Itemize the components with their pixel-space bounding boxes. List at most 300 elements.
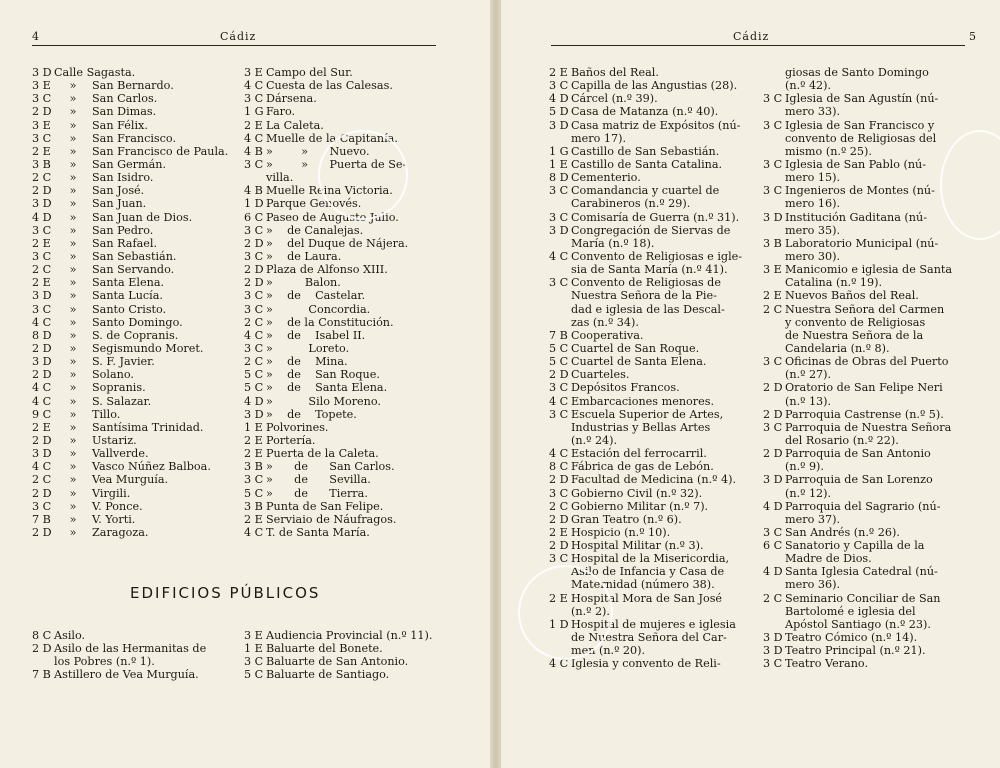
street-name: V. Ponce. xyxy=(92,499,143,513)
street-name: S. de Copranis. xyxy=(92,328,179,342)
entry-text: Convento de Religiosas de xyxy=(571,276,721,290)
grid-reference: 3 B xyxy=(32,157,51,171)
entry-text: Cuartel de San Roque. xyxy=(571,341,700,355)
grid-reference: 3 C xyxy=(763,525,783,539)
entry-text: (n.º 12). xyxy=(785,486,832,500)
entry-text: Asilo de Infancia y Casa de xyxy=(571,565,725,579)
entry-text: Fábrica de gas de Lebón. xyxy=(571,460,714,474)
grid-reference: 2 C xyxy=(763,591,783,605)
grid-reference: 3 D xyxy=(244,407,264,421)
street-name: San Carlos. xyxy=(92,92,158,106)
building-entry xyxy=(549,329,761,342)
ditto-mark: » xyxy=(69,355,77,369)
ditto-mark: » xyxy=(69,368,77,382)
grid-reference: 2 C xyxy=(32,263,52,277)
entry-text: Iglesia de San Francisco y xyxy=(785,118,935,132)
building-entry xyxy=(549,92,761,105)
grid-reference: 7 B xyxy=(32,668,51,682)
street-entry xyxy=(32,263,242,276)
grid-reference: 2 C xyxy=(244,355,264,369)
grid-reference: 2 D xyxy=(244,263,264,277)
street-name: San Francisco. xyxy=(92,131,177,145)
entry-text: Nuestra Señora de la Pie- xyxy=(571,289,717,303)
street-name: San Félix. xyxy=(92,118,148,132)
entry-text: del Rosario (n.º 22). xyxy=(785,433,899,447)
street-name: Tillo. xyxy=(92,407,121,421)
left-running-title: Cádiz xyxy=(220,30,257,43)
grid-reference: 2 D xyxy=(763,447,783,461)
building-entry xyxy=(763,381,973,394)
entry-text: T. de Santa María. xyxy=(266,525,370,539)
street-name: Vea Murguía. xyxy=(92,473,169,487)
entry-text: los Pobres (n.º 1). xyxy=(54,655,155,669)
building-entry xyxy=(549,552,761,565)
section-title: EDIFICIOS PÚBLICOS xyxy=(130,584,321,602)
place-entry xyxy=(244,447,444,460)
grid-reference: 2 D xyxy=(549,539,569,553)
grid-reference: 2 E xyxy=(244,447,263,461)
grid-reference: 2 D xyxy=(32,105,52,119)
ditto-mark: » xyxy=(69,525,77,539)
grid-reference: 3 C xyxy=(763,184,783,198)
building-entry xyxy=(763,657,973,670)
ditto-mark: » xyxy=(69,473,77,487)
building-entry xyxy=(763,539,973,552)
grid-reference: 3 C xyxy=(32,223,52,237)
building-entry xyxy=(763,197,973,210)
entry-text: mismo (n.º 25). xyxy=(785,144,872,158)
entry-text: » Balon. xyxy=(266,276,341,290)
entry-text: Estación del ferrocarril. xyxy=(571,447,707,461)
building-entry xyxy=(763,158,973,171)
entry-text: Sanatorio y Capilla de la xyxy=(785,539,925,553)
entry-text: Carabineros (n.º 29). xyxy=(571,197,691,211)
building-entry xyxy=(549,395,761,408)
grid-reference: 4 B xyxy=(244,184,263,198)
street-entry xyxy=(32,316,242,329)
entry-text: Oficinas de Obras del Puerto xyxy=(785,355,949,369)
building-entry xyxy=(763,171,973,184)
building-entry xyxy=(763,395,973,408)
entry-text: giosas de Santo Domingo xyxy=(785,66,929,79)
entry-text: Serviaio de Náufragos. xyxy=(266,512,397,526)
building-entry xyxy=(763,79,973,92)
building-entry xyxy=(763,434,973,447)
entry-text: Portería. xyxy=(266,433,316,447)
entry-text: Polvorines. xyxy=(266,420,329,434)
place-entry xyxy=(244,119,444,132)
building-entry xyxy=(763,578,973,591)
place-entry xyxy=(244,171,444,184)
grid-reference: 3 C xyxy=(32,249,52,263)
entry-text: San Andrés (n.º 26). xyxy=(785,525,900,539)
street-name: San Francisco de Paula. xyxy=(92,144,229,158)
entry-text: » Concordia. xyxy=(266,302,371,316)
building-entry xyxy=(549,421,761,434)
grid-reference: 3 D xyxy=(763,473,783,487)
grid-reference: 4 D xyxy=(763,565,783,579)
grid-reference: 2 D xyxy=(763,381,783,395)
place-entry xyxy=(244,66,444,79)
building-entry xyxy=(32,668,240,681)
ditto-mark: » xyxy=(69,79,77,93)
building-entry xyxy=(763,329,973,342)
street-name: San Bernardo. xyxy=(92,79,174,93)
grid-reference: 2 C xyxy=(32,171,52,185)
building-entry xyxy=(763,565,973,578)
place-entry xyxy=(244,211,444,224)
entry-text: Casa de Matanza (n.º 40). xyxy=(571,105,719,119)
building-entry xyxy=(763,105,973,118)
grid-reference: 1 G xyxy=(244,105,264,119)
entry-text: Industrias y Bellas Artes xyxy=(571,420,711,434)
building-entry xyxy=(549,342,761,355)
entry-text: Hospital de mujeres e iglesia xyxy=(571,617,736,631)
street-entry xyxy=(32,526,242,539)
entry-text: Cuesta de las Calesas. xyxy=(266,79,393,93)
grid-reference: 2 D xyxy=(32,642,52,656)
entry-text: Escuela Superior de Artes, xyxy=(571,407,724,421)
street-name: Solano. xyxy=(92,368,134,382)
grid-reference: 4 C xyxy=(549,394,569,408)
building-entry xyxy=(763,119,973,132)
grid-reference: 4 D xyxy=(549,92,569,106)
street-entry xyxy=(32,408,242,421)
place-entry xyxy=(244,342,444,355)
street-entry xyxy=(32,289,242,302)
entry-text: Hospital Militar (n.º 3). xyxy=(571,539,704,553)
ditto-mark: » xyxy=(69,131,77,145)
grid-reference: 2 D xyxy=(32,433,52,447)
ditto-mark: » xyxy=(69,105,77,119)
place-entry xyxy=(244,487,444,500)
grid-reference: 1 E xyxy=(549,157,568,171)
place-entry xyxy=(244,329,444,342)
grid-reference: 3 D xyxy=(32,355,52,369)
building-entry xyxy=(549,355,761,368)
grid-reference: 4 C xyxy=(549,657,569,671)
entry-text: Parroquia de San Lorenzo xyxy=(785,473,933,487)
grid-reference: 3 C xyxy=(244,157,264,171)
building-entry xyxy=(549,657,761,670)
building-entry xyxy=(763,145,973,158)
building-entry xyxy=(549,197,761,210)
building-entry xyxy=(763,184,973,197)
street-name: Sopranis. xyxy=(92,381,146,395)
place-entry xyxy=(244,197,444,210)
grid-reference: 5 C xyxy=(549,355,569,369)
grid-reference: 3 C xyxy=(244,249,264,263)
grid-reference: 3 C xyxy=(549,79,569,93)
grid-reference: 5 C xyxy=(244,668,264,682)
entry-text: Baluarte de Santiago. xyxy=(266,668,390,682)
entry-text: Gran Teatro (n.º 6). xyxy=(571,512,682,526)
building-entry xyxy=(244,629,454,642)
building-entry xyxy=(32,655,240,668)
streets-column-2 xyxy=(244,66,444,539)
entry-text: Comandancia y cuartel de xyxy=(571,184,720,198)
building-entry xyxy=(244,668,454,681)
building-entry xyxy=(763,644,973,657)
grid-reference: 2 D xyxy=(549,368,569,382)
left-page xyxy=(0,0,492,768)
entry-text: Casa matriz de Expósitos (nú- xyxy=(571,118,741,132)
entry-text: » de Tierra. xyxy=(266,486,368,500)
ditto-mark: » xyxy=(69,447,77,461)
street-entry xyxy=(32,368,242,381)
grid-reference: 3 C xyxy=(244,341,264,355)
entry-text: Madre de Dios. xyxy=(785,552,872,566)
place-entry xyxy=(244,132,444,145)
entry-text: (n.º 9). xyxy=(785,460,824,474)
ditto-mark: » xyxy=(69,394,77,408)
place-entry xyxy=(244,395,444,408)
entry-text: Astillero de Vea Murguía. xyxy=(54,668,199,682)
place-entry xyxy=(244,381,444,394)
building-entry xyxy=(549,79,761,92)
street-name: Santo Cristo. xyxy=(92,302,167,316)
street-name: V. Yorti. xyxy=(92,512,136,526)
entry-text: mero 36). xyxy=(785,578,841,592)
entry-text: Cooperativa. xyxy=(571,328,644,342)
entry-text: Comisaría de Guerra (n.º 31). xyxy=(571,210,740,224)
grid-reference: 2 D xyxy=(32,525,52,539)
grid-reference: 3 C xyxy=(244,655,264,669)
building-entry xyxy=(549,119,761,132)
grid-reference: 3 C xyxy=(763,118,783,132)
street-entry xyxy=(32,421,242,434)
street-name: San Juan. xyxy=(92,197,147,211)
grid-reference: 2 D xyxy=(244,276,264,290)
street-name: Vasco Núñez Balboa. xyxy=(92,460,211,474)
entry-text: María (n.º 18). xyxy=(571,236,655,250)
building-entry xyxy=(549,631,761,644)
grid-reference: 3 C xyxy=(549,552,569,566)
entry-text: Facultad de Medicina (n.º 4). xyxy=(571,473,737,487)
grid-reference: 3 E xyxy=(32,79,51,93)
place-entry xyxy=(244,145,444,158)
street-entry xyxy=(32,119,242,132)
left-page-header xyxy=(32,30,436,46)
grid-reference: 4 C xyxy=(32,460,52,474)
grid-reference: 4 D xyxy=(244,394,264,408)
grid-reference: 2 E xyxy=(549,525,568,539)
entry-text: Nuevos Baños del Real. xyxy=(785,289,919,303)
building-entry xyxy=(549,66,761,79)
building-entry xyxy=(549,263,761,276)
place-entry xyxy=(244,105,444,118)
building-entry xyxy=(32,642,240,655)
grid-reference: 7 B xyxy=(549,328,568,342)
entry-text: Faro. xyxy=(266,105,296,119)
grid-reference: 4 C xyxy=(549,447,569,461)
building-entry xyxy=(549,289,761,302)
building-entry xyxy=(549,605,761,618)
grid-reference: 3 D xyxy=(32,447,52,461)
grid-reference: 3 C xyxy=(549,210,569,224)
building-entry xyxy=(763,526,973,539)
entry-text: Teatro Cómico (n.º 14). xyxy=(785,631,918,645)
building-entry xyxy=(763,237,973,250)
grid-reference: 3 D xyxy=(763,644,783,658)
grid-reference: 2 E xyxy=(244,512,263,526)
entry-text: mero 37). xyxy=(785,512,841,526)
entry-text: Maternidad (número 38). xyxy=(571,578,715,592)
entry-text: » » Nuevo. xyxy=(266,144,370,158)
ditto-mark: » xyxy=(69,407,77,421)
ditto-mark: » xyxy=(69,236,77,250)
building-entry xyxy=(549,368,761,381)
place-entry xyxy=(244,263,444,276)
entry-text: » » Puerta de Se- xyxy=(266,157,407,171)
street-name: Santísima Trinidad. xyxy=(92,420,204,434)
street-entry xyxy=(32,473,242,486)
building-entry xyxy=(763,552,973,565)
grid-reference: 3 C xyxy=(244,223,264,237)
entry-text: Santa Iglesia Catedral (nú- xyxy=(785,565,938,579)
street-entry xyxy=(32,395,242,408)
building-entry xyxy=(763,263,973,276)
building-entry xyxy=(763,92,973,105)
building-entry xyxy=(549,211,761,224)
ditto-mark: » xyxy=(69,92,77,106)
grid-reference: 2 D xyxy=(549,512,569,526)
street-name: S. F. Javier. xyxy=(92,355,155,369)
ditto-mark: » xyxy=(69,420,77,434)
street-entry xyxy=(32,500,242,513)
entry-text: » de Isabel II. xyxy=(266,328,366,342)
street-name: San Sebastián. xyxy=(92,249,177,263)
building-entry xyxy=(763,289,973,302)
entry-text: mero 16). xyxy=(785,197,841,211)
street-name: San Pedro. xyxy=(92,223,154,237)
street-name: San José. xyxy=(92,184,145,198)
entry-text: Parroquia del Sagrario (nú- xyxy=(785,499,941,513)
building-entry xyxy=(549,434,761,447)
building-entry xyxy=(549,276,761,289)
grid-reference: 6 C xyxy=(244,210,264,224)
street-entry xyxy=(32,224,242,237)
entry-text: Baluarte de San Antonio. xyxy=(266,655,409,669)
entry-text: Iglesia de San Agustín (nú- xyxy=(785,92,939,106)
building-entry xyxy=(763,631,973,644)
grid-reference: 2 D xyxy=(763,407,783,421)
grid-reference: 3 D xyxy=(32,289,52,303)
street-entry xyxy=(32,355,242,368)
place-entry xyxy=(244,276,444,289)
grid-reference: 2 E xyxy=(32,420,51,434)
ditto-mark: » xyxy=(69,223,77,237)
place-entry xyxy=(244,421,444,434)
grid-reference: 3 C xyxy=(244,473,264,487)
street-entry xyxy=(32,184,242,197)
building-entry xyxy=(763,460,973,473)
street-entry xyxy=(32,197,242,210)
building-entry xyxy=(763,66,973,79)
entry-text: » de Laura. xyxy=(266,249,342,263)
grid-reference: 1 E xyxy=(244,420,263,434)
entry-text: Audiencia Provincial (n.º 11). xyxy=(266,629,433,642)
entry-text: de Nuestra Señora del Car- xyxy=(571,631,727,645)
building-entry xyxy=(549,132,761,145)
entry-text: y convento de Religiosas xyxy=(785,315,926,329)
place-entry xyxy=(244,184,444,197)
grid-reference: 3 C xyxy=(32,499,52,513)
ditto-mark: » xyxy=(69,210,77,224)
street-name: Segismundo Moret. xyxy=(92,341,204,355)
entry-text: » de Sevilla. xyxy=(266,473,371,487)
ditto-mark: » xyxy=(69,184,77,198)
entry-text: Embarcaciones menores. xyxy=(571,394,715,408)
grid-reference: 2 C xyxy=(763,302,783,316)
grid-reference: 3 C xyxy=(549,276,569,290)
street-entry xyxy=(32,434,242,447)
building-entry xyxy=(763,132,973,145)
ditto-mark: » xyxy=(69,486,77,500)
place-entry xyxy=(244,237,444,250)
entry-text: » de Topete. xyxy=(266,407,357,421)
grid-reference: 3 C xyxy=(549,486,569,500)
street-entry xyxy=(32,211,242,224)
entry-text: Hospital Mora de San José xyxy=(571,591,723,605)
grid-reference: 3 D xyxy=(549,118,569,132)
grid-reference: 2 E xyxy=(763,289,782,303)
grid-reference: 3 E xyxy=(244,629,263,642)
right-page-header xyxy=(551,30,977,46)
building-entry xyxy=(763,421,973,434)
grid-reference: 3 D xyxy=(549,223,569,237)
ditto-mark: » xyxy=(69,289,77,303)
entry-text: mero 33). xyxy=(785,105,841,119)
entry-text: Seminario Conciliar de San xyxy=(785,591,941,605)
building-entry xyxy=(549,381,761,394)
building-entry xyxy=(549,565,761,578)
grid-reference: 2 E xyxy=(549,591,568,605)
building-entry xyxy=(763,368,973,381)
building-entry xyxy=(549,513,761,526)
grid-reference: 5 D xyxy=(549,105,569,119)
building-entry xyxy=(549,237,761,250)
entry-text: » Loreto. xyxy=(266,341,350,355)
building-entry xyxy=(549,184,761,197)
building-entry xyxy=(549,250,761,263)
street-entry xyxy=(32,66,242,79)
left-page-number: 4 xyxy=(32,30,40,43)
entry-text: Muelle de la Capitanía. xyxy=(266,131,398,145)
grid-reference: 3 C xyxy=(549,184,569,198)
ditto-mark: » xyxy=(69,157,77,171)
public-buildings-column-2 xyxy=(244,629,454,682)
grid-reference: 2 D xyxy=(32,368,52,382)
building-entry xyxy=(763,303,973,316)
grid-reference: 2 E xyxy=(549,66,568,79)
place-entry xyxy=(244,473,444,486)
entry-text: mero 30). xyxy=(785,249,841,263)
entry-text: convento de Religiosas del xyxy=(785,131,937,145)
building-entry xyxy=(549,145,761,158)
grid-reference: 3 C xyxy=(763,157,783,171)
grid-reference: 8 C xyxy=(549,460,569,474)
grid-reference: 4 C xyxy=(549,249,569,263)
ditto-mark: » xyxy=(69,171,77,185)
place-entry xyxy=(244,158,444,171)
street-name: Santa Elena. xyxy=(92,276,165,290)
entry-text: Oratorio de San Felipe Neri xyxy=(785,381,943,395)
grid-reference: 3 C xyxy=(244,92,264,106)
building-entry xyxy=(763,316,973,329)
grid-reference: 2 C xyxy=(244,315,264,329)
grid-reference: 3 D xyxy=(763,210,783,224)
